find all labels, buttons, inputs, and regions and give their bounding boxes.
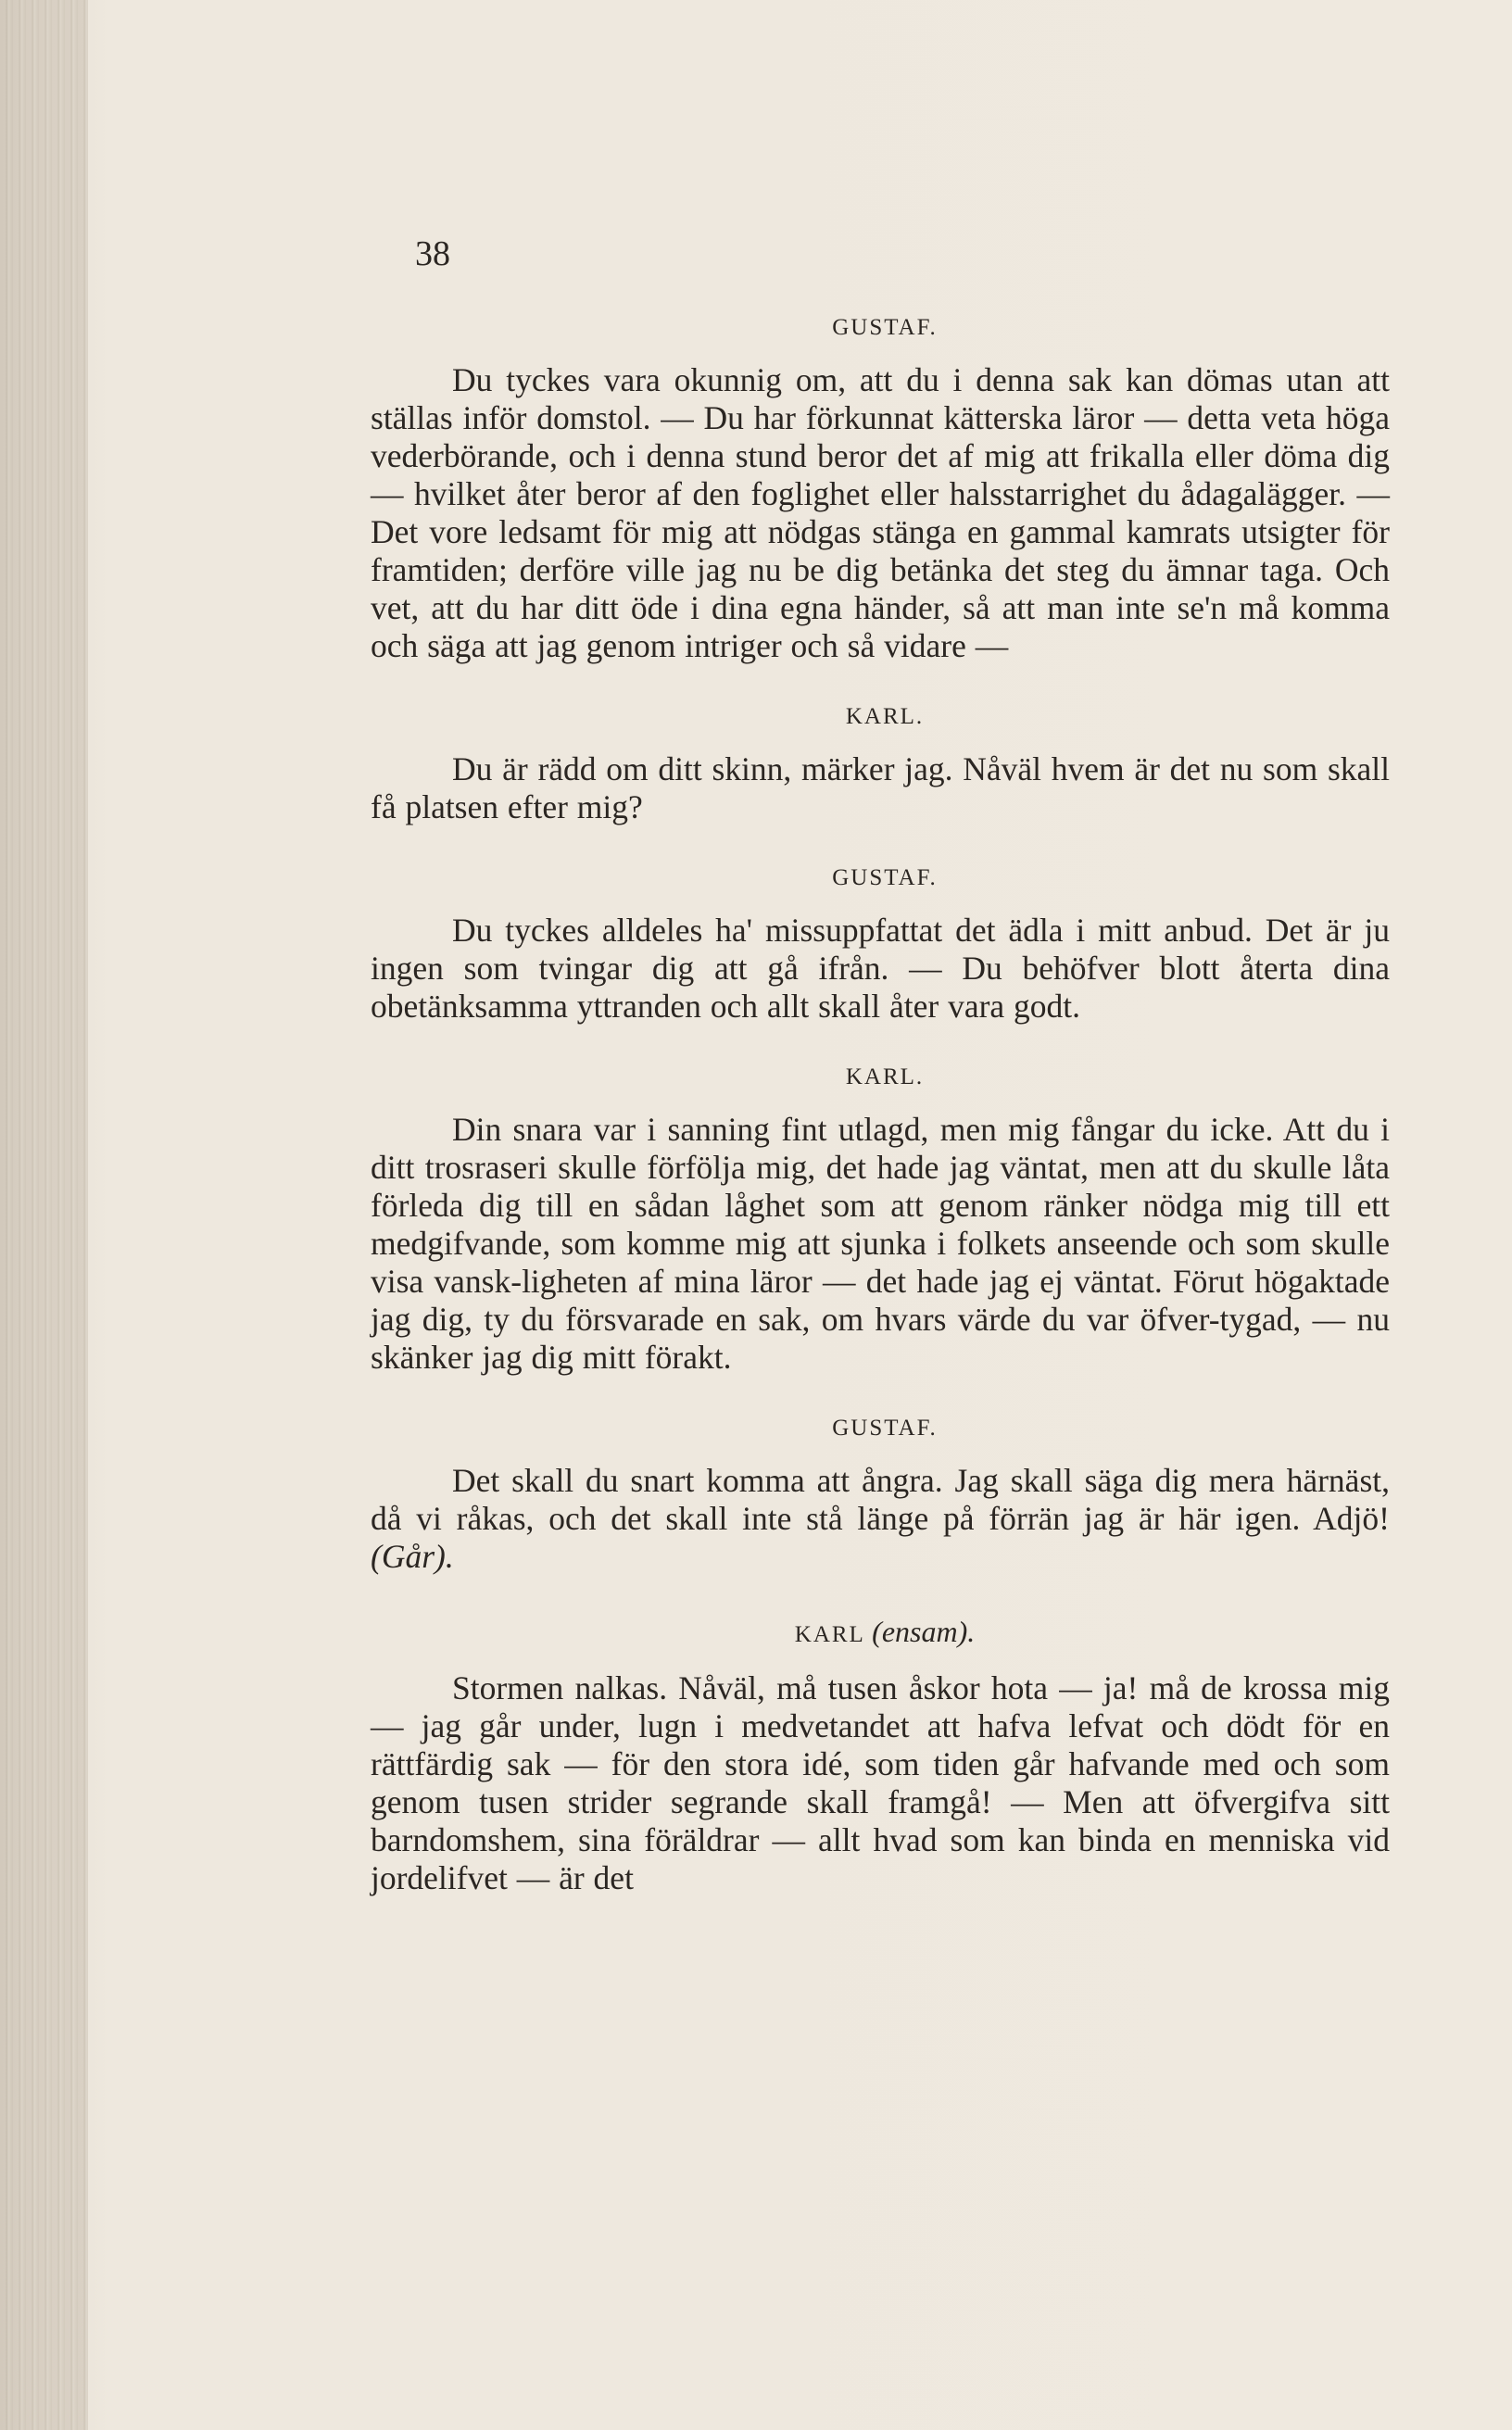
page-number: 38 bbox=[415, 234, 450, 273]
speech-paragraph: Stormen nalkas. Nåväl, må tusen åskor hota — ja! må de krossa mig — jag går under, lugn i medvetandet att hafva lefvat och dödt för en rättfärdig sak — för den stora idé, som tiden går hafvande med och som genom tusen strider segrande skall framgå! — Men att öfvergifva sitt barndomshem, sina föräldrar — allt hvad som kan binda en menniska vid jordelifvet — är det bbox=[371, 1669, 1390, 1896]
speech-paragraph bbox=[371, 1462, 1390, 1576]
speaker-heading: GUSTAF. bbox=[832, 315, 938, 340]
speaker-heading: KARL. bbox=[845, 1064, 925, 1089]
text-block bbox=[371, 315, 1390, 1897]
speaker-heading: KARL. bbox=[845, 704, 925, 729]
speech-text: Det skall du snart komma att ångra. Jag skall säga dig mera härnäst, då vi råkas, och det skall inte stå länge på förrän jag är här igen. Adjö! bbox=[371, 1462, 1390, 1537]
page-gutter bbox=[0, 0, 88, 2430]
speech-paragraph: Din snara var i sanning fint utlagd, men mig fångar du icke. Att du i ditt trosraseri skulle förfölja mig, det hade jag väntat, men att du skulle låta förleda dig till en sådan låghet som att genom ränker nödga mig till ett medgifvande, som komme mig att sjunka i folkets anseende och som skulle visa vansk-ligheten af mina läror — det hade jag ej väntat. Förut högaktade jag dig, ty du försvarade en sak, om hvars värde du var öfver-tygad, — nu skänker jag dig mitt förakt. bbox=[371, 1111, 1390, 1376]
speaker-heading bbox=[371, 1615, 1390, 1649]
speaker-heading: GUSTAF. bbox=[832, 865, 938, 890]
speech-paragraph: Du är rädd om ditt skinn, märker jag. Nåväl hvem är det nu som skall få platsen efter mig? bbox=[371, 750, 1390, 825]
speaker-name: KARL bbox=[794, 1622, 864, 1647]
speech-paragraph: Du tyckes alldeles ha' missuppfattat det ädla i mitt anbud. Det är ju ingen som tvingar dig att gå ifrån. — Du behöfver blott återta dina obetänksamma yttranden och allt skall åter vara godt. bbox=[371, 912, 1390, 1025]
speaker-note: (ensam). bbox=[872, 1615, 976, 1648]
speaker-heading: GUSTAF. bbox=[832, 1416, 938, 1441]
speech-paragraph: Du tyckes vara okunnig om, att du i denna sak kan dömas utan att ställas inför domstol. — Du har förkunnat kätterska läror — detta veta höga vederbörande, och i denna stund beror det af mig att frikalla eller döma dig — hvilket åter beror af den foglighet eller halsstarrighet du ådagalägger. — Det vore ledsamt för mig att nödgas stänga en gammal kamrats utsigter för framtiden; derföre ville jag nu be dig betänka det steg du ämnar taga. Och vet, att du har ditt öde i dina egna händer, så att man inte se'n må komma och säga att jag genom intriger och så vidare — bbox=[371, 361, 1390, 664]
stage-direction: (Går). bbox=[371, 1538, 454, 1575]
